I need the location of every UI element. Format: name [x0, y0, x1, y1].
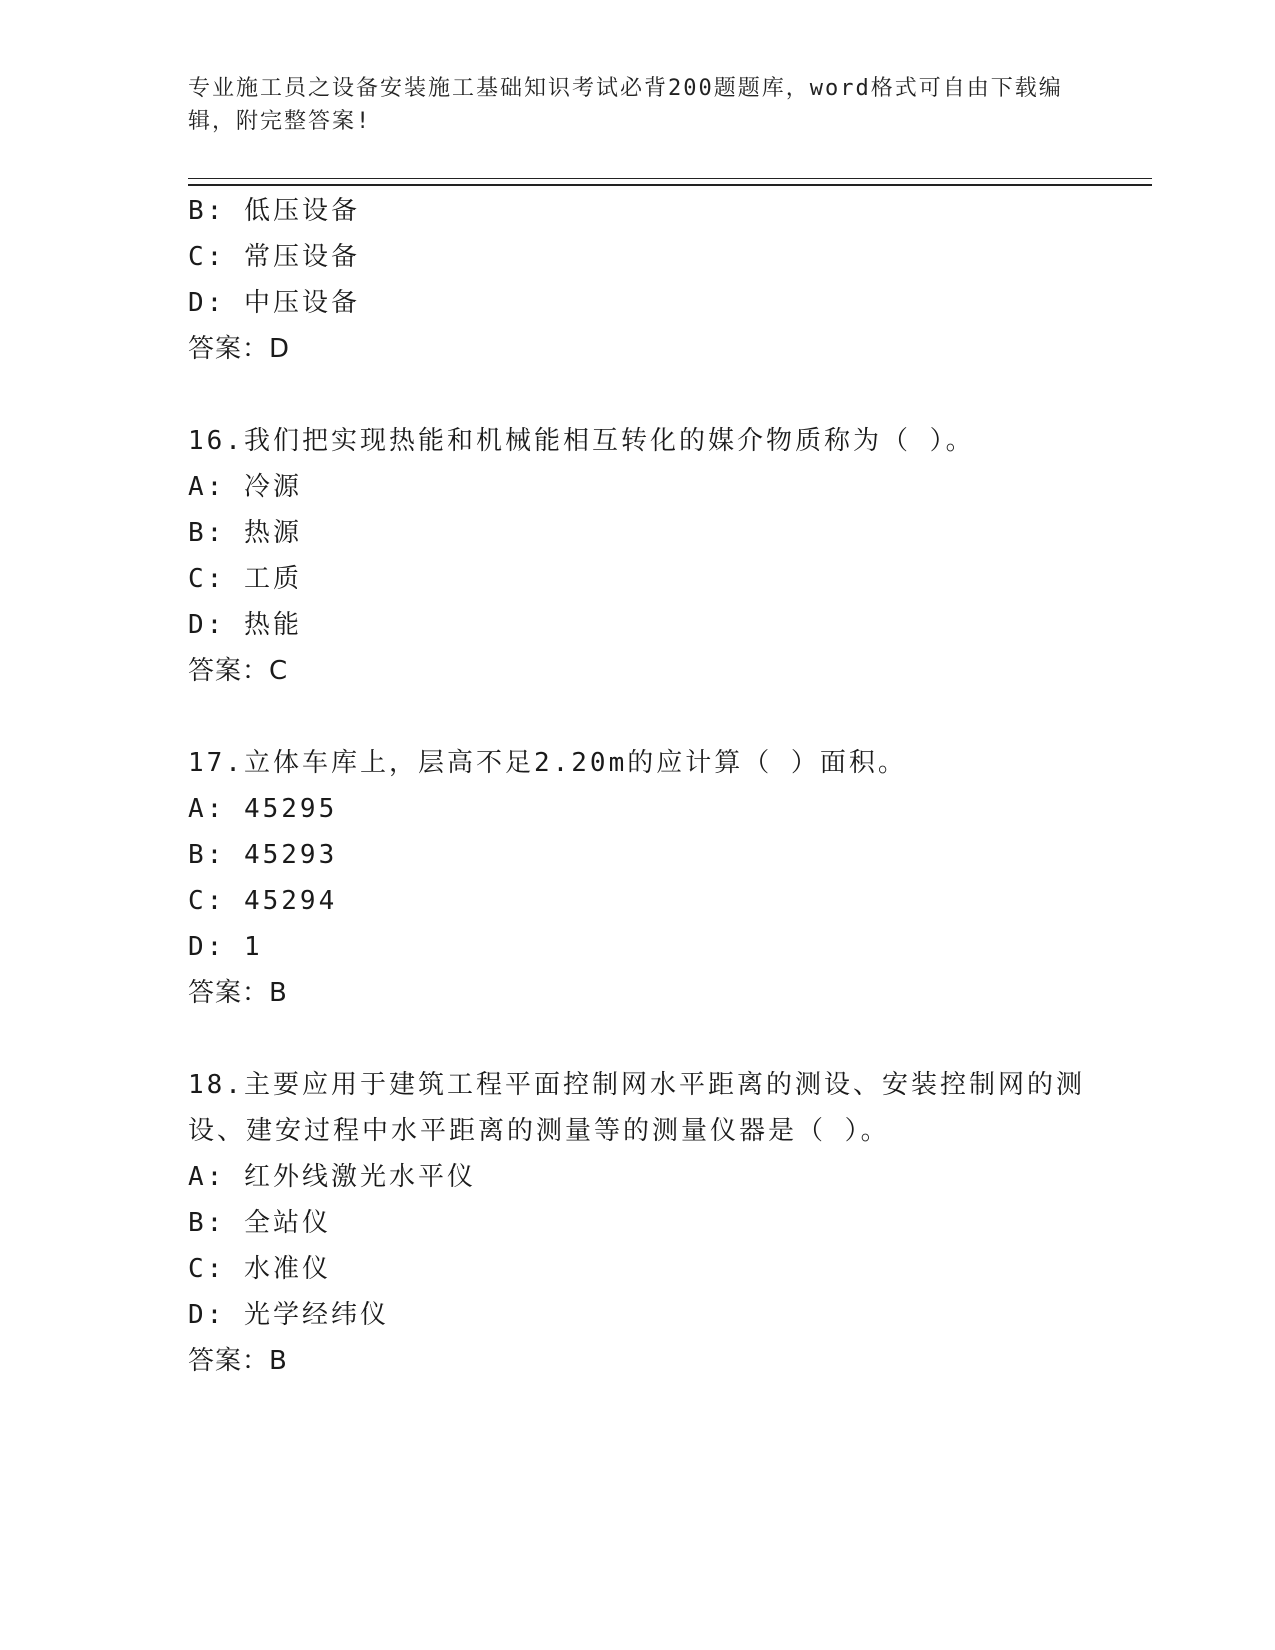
question-15-continued	[188, 188, 1088, 372]
option-c: C: 水准仪	[188, 1254, 331, 1284]
option-a: A: 红外线激光水平仪	[188, 1162, 476, 1192]
option-d: D: 光学经纬仪	[188, 1300, 389, 1330]
header-divider	[188, 178, 1152, 186]
question-16	[188, 418, 1088, 694]
answer-line: 答案：D	[188, 334, 291, 364]
document-header-title: 专业施工员之设备安装施工基础知识考试必背200题题库，word格式可自由下载编辑，附完整答案!	[188, 76, 1063, 134]
question-stem: 18.主要应用于建筑工程平面控制网水平距离的测设、安装控制网的测设、建安过程中水平距离的测量等的测量仪器是（ ）。	[188, 1070, 1085, 1146]
option-a: A: 冷源	[188, 472, 302, 502]
option-c: C: 工质	[188, 564, 302, 594]
option-d: D: 热能	[188, 610, 302, 640]
spacer	[188, 694, 1088, 740]
spacer	[188, 372, 1088, 418]
option-b: B: 低压设备	[188, 196, 360, 226]
option-d: D: 中压设备	[188, 288, 360, 318]
option-b: B: 45293	[188, 840, 338, 870]
question-stem: 16.我们把实现热能和机械能相互转化的媒介物质称为（ ）。	[188, 426, 975, 456]
answer-line: 答案：B	[188, 1346, 288, 1376]
answer-line: 答案：B	[188, 978, 288, 1008]
option-b: B: 全站仪	[188, 1208, 331, 1238]
spacer	[188, 1016, 1088, 1062]
option-b: B: 热源	[188, 518, 302, 548]
question-stem: 17.立体车库上，层高不足2.20m的应计算（ ）面积。	[188, 748, 907, 778]
question-18	[188, 1062, 1088, 1384]
option-c: C: 常压设备	[188, 242, 360, 272]
question-17	[188, 740, 1088, 1016]
answer-line: 答案：C	[188, 656, 289, 686]
option-a: A: 45295	[188, 794, 338, 824]
question-list	[188, 188, 1088, 1384]
option-c: C: 45294	[188, 886, 338, 916]
option-d: D: 1	[188, 932, 263, 962]
